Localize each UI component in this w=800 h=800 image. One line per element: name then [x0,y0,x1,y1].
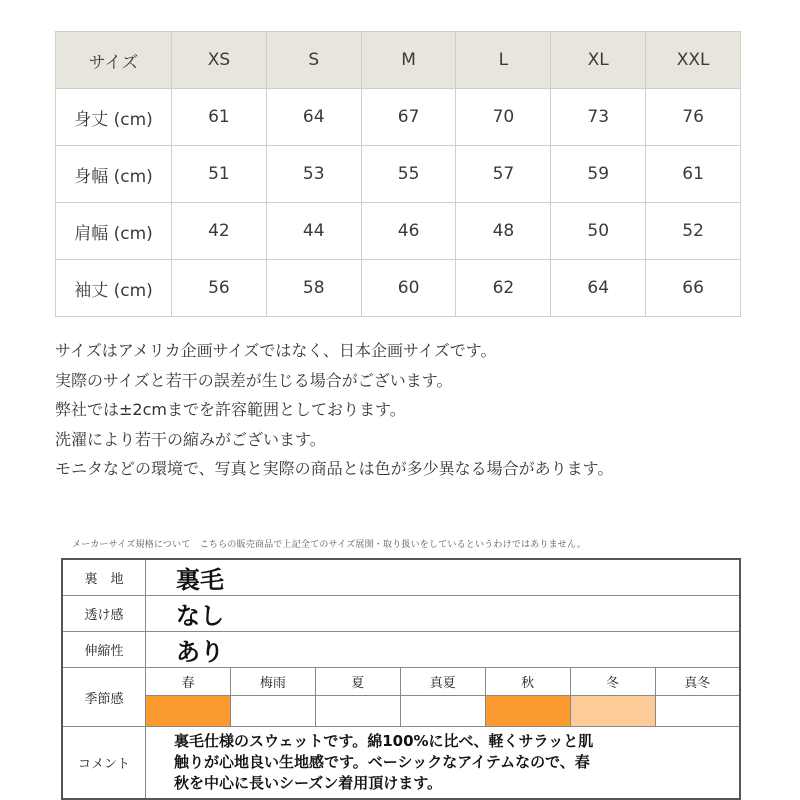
season-name-summer: 夏 [315,668,400,696]
note-line: 弊社では±2cmまでを許容範囲としております。 [55,400,406,419]
size-notes [55,336,613,484]
product-attribute-table [61,558,741,800]
row-label: 肩幅 (cm) [56,203,172,260]
size-value: 76 [646,89,741,146]
lining-label: 裏 地 [62,559,146,596]
stretch-value: あり [146,632,741,668]
comment-line: 触りが心地良い生地感です。ベーシックなアイテムなので、春 [174,753,590,771]
size-header-cell: XL [551,32,646,89]
size-value: 57 [456,146,551,203]
season-label: 季節感 [62,668,146,727]
size-value: 66 [646,260,741,317]
size-value: 55 [361,146,456,203]
note-line: 洗濯により若干の縮みがございます。 [55,429,326,449]
size-value: 64 [551,260,646,317]
season-name-autumn: 秋 [485,668,570,696]
season-mark-summer [315,696,400,727]
season-name-rainy: 梅雨 [230,668,315,696]
size-table-header-row [56,32,741,89]
size-value: 46 [361,203,456,260]
comment-line: 秋を中心に長いシーズン着用頂けます。 [174,774,443,792]
table-row [56,203,741,260]
comment-text [146,727,741,800]
comment-label: コメント [62,727,146,800]
size-value: 48 [456,203,551,260]
stretch-label: 伸縮性 [62,632,146,668]
table-row [56,146,741,203]
size-value: 61 [172,89,267,146]
sheerness-label: 透け感 [62,596,146,632]
attr-row-stretch [62,632,740,668]
season-mark-spring [146,696,231,727]
size-value: 50 [551,203,646,260]
size-value: 62 [456,260,551,317]
row-label: 身幅 (cm) [56,146,172,203]
lining-value: 裏毛 [146,559,741,596]
comment-line: 裏毛仕様のスウェットです。綿100%に比べ、軽くサラッと肌 [174,732,594,750]
season-mark-rainy [230,696,315,727]
season-name-midsummer: 真夏 [400,668,485,696]
attr-row-season-marks [62,696,740,727]
size-value: 73 [551,89,646,146]
sheerness-value: なし [146,596,741,632]
size-value: 51 [172,146,267,203]
size-header-cell: XS [172,32,267,89]
season-name-midwinter: 真冬 [655,668,740,696]
season-name-spring: 春 [146,668,231,696]
size-header-cell: M [361,32,456,89]
note-line: モニタなどの環境で、写真と実際の商品とは色が多少異なる場合があります。 [55,459,614,478]
size-value: 70 [456,89,551,146]
attr-row-sheerness [62,596,740,632]
row-label: 袖丈 (cm) [56,260,172,317]
season-name-winter: 冬 [570,668,655,696]
size-value: 60 [361,260,456,317]
size-value: 53 [266,146,361,203]
size-header-cell: L [456,32,551,89]
size-value: 52 [646,203,741,260]
size-header-cell: S [266,32,361,89]
size-value: 58 [266,260,361,317]
attr-row-comment [62,727,740,800]
note-line: 実際のサイズと若干の誤差が生じる場合がございます。 [55,370,453,390]
maker-size-disclaimer: メーカーサイズ規格について こちらの販売商品で上記全てのサイズ展開・取り扱いをしているというわけではありません。 [72,540,586,550]
note-line: サイズはアメリカ企画サイズではなく、日本企画サイズです。 [55,341,497,360]
size-value: 64 [266,89,361,146]
table-row [56,89,741,146]
size-value: 42 [172,203,267,260]
season-mark-midwinter [655,696,740,727]
table-row [56,260,741,317]
season-mark-autumn [485,696,570,727]
season-mark-midsummer [400,696,485,727]
size-header-cell: サイズ [56,32,172,89]
size-value: 56 [172,260,267,317]
size-value: 44 [266,203,361,260]
attr-row-lining [62,559,740,596]
size-value: 67 [361,89,456,146]
size-value: 61 [646,146,741,203]
size-value: 59 [551,146,646,203]
season-mark-winter [570,696,655,727]
size-table [55,31,741,317]
size-header-cell: XXL [646,32,741,89]
attr-row-season-names [62,668,740,696]
row-label: 身丈 (cm) [56,89,172,146]
